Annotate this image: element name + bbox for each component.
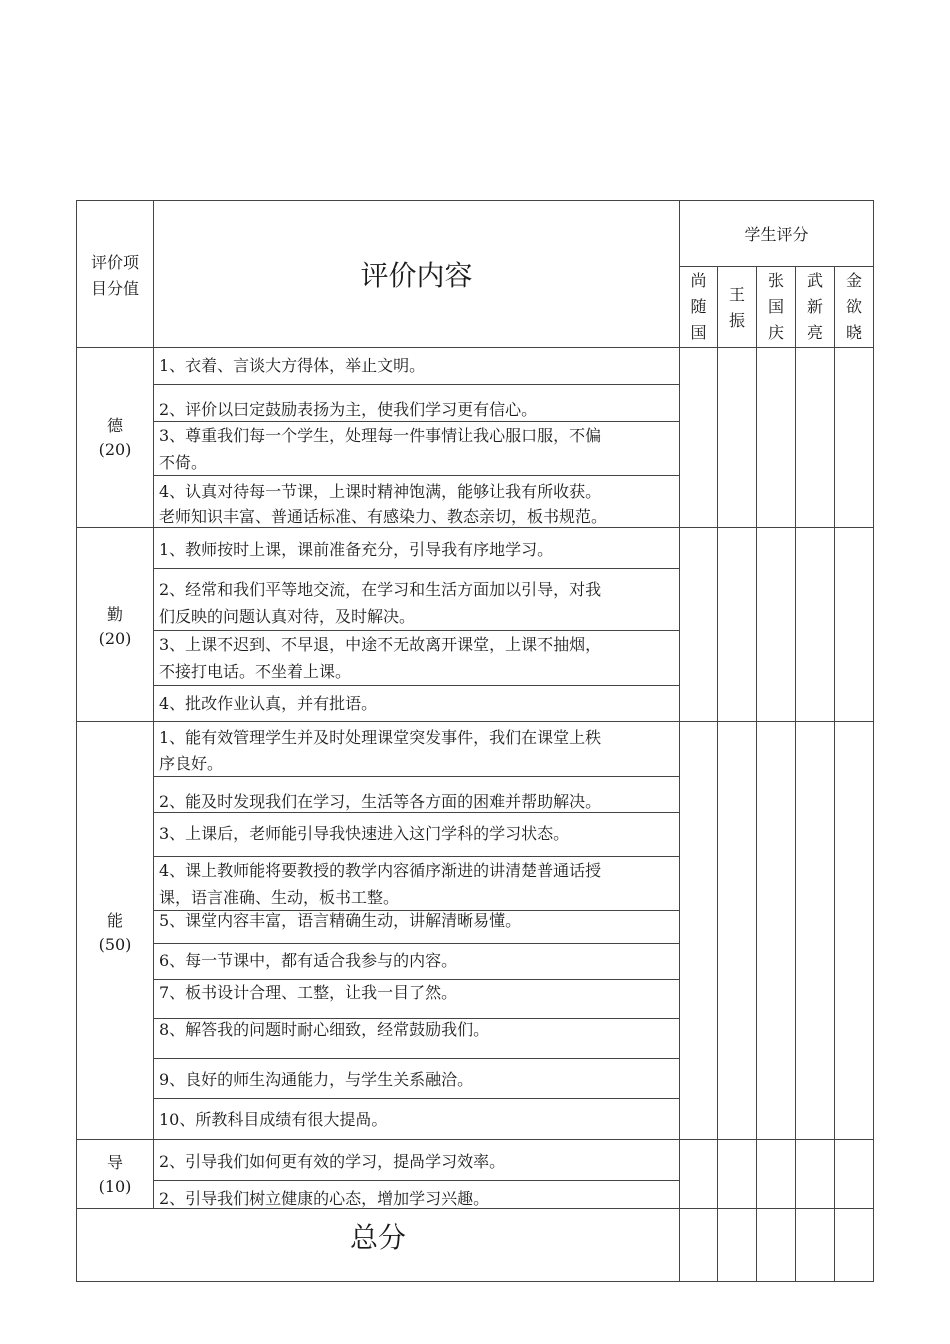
student-column-line-2: [756, 266, 757, 1281]
criterion-text: 们反映的问题认真对待，及时解决。: [159, 607, 416, 626]
category-dao: [77, 1151, 153, 1199]
item-score-label-line2: 目分值: [90, 279, 139, 298]
item-line: [153, 1180, 679, 1181]
content-title: 评价内容: [360, 259, 473, 292]
criterion-text: 8、解答我的问题时耐心细致，经常鼓励我们。: [159, 1020, 490, 1039]
item-line: [153, 475, 679, 476]
criterion-text: 10、所教科目成绩有很大提咼。: [159, 1110, 388, 1129]
student-name-4: 武 新 亮: [806, 271, 823, 342]
student-score-label: 学生评分: [744, 225, 809, 244]
category-score: (20): [98, 629, 132, 648]
category-column-line: [153, 200, 154, 1208]
criterion-text: 2、评价以曰定鼓励表扬为主，使我们学习更有信心。: [159, 400, 538, 419]
category-name: 勤: [106, 605, 123, 624]
student-name-2: 王 振: [728, 285, 745, 330]
criterion-text: 1、衣着、言谈大方得体，举止文明。: [159, 356, 426, 375]
category-score: (20): [98, 440, 132, 459]
item-line: [153, 1098, 679, 1099]
header-bottom-line: [76, 347, 873, 348]
criterion-text: 课，语言准确、生动，板书工整。: [159, 888, 400, 907]
student-column-line-1: [717, 266, 718, 1281]
total-score-label: 总分: [349, 1221, 406, 1254]
table-top-border: [76, 200, 874, 201]
criterion-text: 3、尊重我们每一个学生，处理每一件事情让我心服口服，不偏: [159, 426, 602, 445]
criterion-text: 2、引导我们树立健康的心态，增加学习兴趣。: [159, 1189, 490, 1208]
content-column-line: [679, 200, 680, 1281]
item-score-label-line1: 评价项: [90, 253, 139, 272]
section-line-qin: [76, 721, 873, 722]
student-column-line-4: [834, 266, 835, 1281]
criterion-text: 2、能及时发现我们在学习，生活等各方面的困难并帮助解决。: [159, 792, 602, 811]
item-line: [153, 384, 679, 385]
category-qin: [77, 603, 153, 651]
criterion-text: 不接打电话。不坐着上课。: [159, 662, 352, 681]
item-line: [153, 568, 679, 569]
item-line: [153, 685, 679, 686]
category-score: (10): [98, 1177, 132, 1196]
category-name: 导: [106, 1153, 123, 1172]
item-line: [153, 943, 679, 944]
criterion-text: 3、上课不迟到、不早退，中途不无故离开课堂，上课不抽烟，: [159, 635, 602, 654]
student-name-3: 张 国 庆: [767, 271, 784, 342]
student-name-1: 尚 随 国: [690, 271, 707, 342]
criterion-text: 序良好。: [159, 754, 224, 773]
item-line: [153, 630, 679, 631]
section-line-neng: [76, 1139, 873, 1140]
score-header-divider: [679, 266, 873, 267]
student-column-line-3: [795, 266, 796, 1281]
table-bottom-border: [76, 1281, 874, 1282]
student-name-5: 金 欲 晓: [845, 271, 862, 342]
criterion-text: 老师知识丰富、普通话标准、有感染力、教态亲切，板书规范。: [159, 507, 608, 526]
item-line: [153, 1058, 679, 1059]
table-right-border: [873, 200, 874, 1281]
criterion-text: 2、经常和我们平等地交流，在学习和生活方面加以引导，对我: [159, 580, 602, 599]
category-de: [77, 414, 153, 462]
category-name: 德: [106, 416, 123, 435]
item-line: [153, 776, 679, 777]
criterion-text: 9、良好的师生沟通能力，与学生关系融洽。: [159, 1070, 474, 1089]
criterion-text: 4、课上教师能将要教授的教学内容循序渐进的讲清楚普通话授: [159, 861, 602, 880]
criterion-text: 1、能有效管理学生并及时处理课堂突发事件，我们在课堂上秩: [159, 728, 602, 747]
criterion-text: 4、认真对待每一节课，上课时精神饱满，能够让我有所收获。: [159, 482, 602, 501]
criterion-text: 4、批改作业认真，并有批语。: [159, 694, 378, 713]
criterion-text: 2、引导我们如何更有效的学习，提咼学习效率。: [159, 1152, 506, 1171]
category-neng: [77, 909, 153, 957]
category-score: (50): [98, 935, 132, 954]
criterion-text: 1、教师按时上课，课前准备充分，引导我有序地学习。: [159, 540, 554, 559]
criterion-text: 7、板书设计合理、工整，让我一目了然。: [159, 983, 458, 1002]
item-line: [153, 856, 679, 857]
criterion-text: 3、上课后，老师能引导我快速进入这门学科的学习状态。: [159, 824, 570, 843]
criterion-text: 不倚。: [159, 453, 208, 472]
category-name: 能: [106, 911, 123, 930]
table-left-border: [76, 200, 77, 1281]
criterion-text: 5、课堂内容丰富，语言精确生动，讲解清晰易懂。: [159, 911, 522, 930]
criterion-text: 6、每一节课中，都有适合我参与的内容。: [159, 951, 458, 970]
